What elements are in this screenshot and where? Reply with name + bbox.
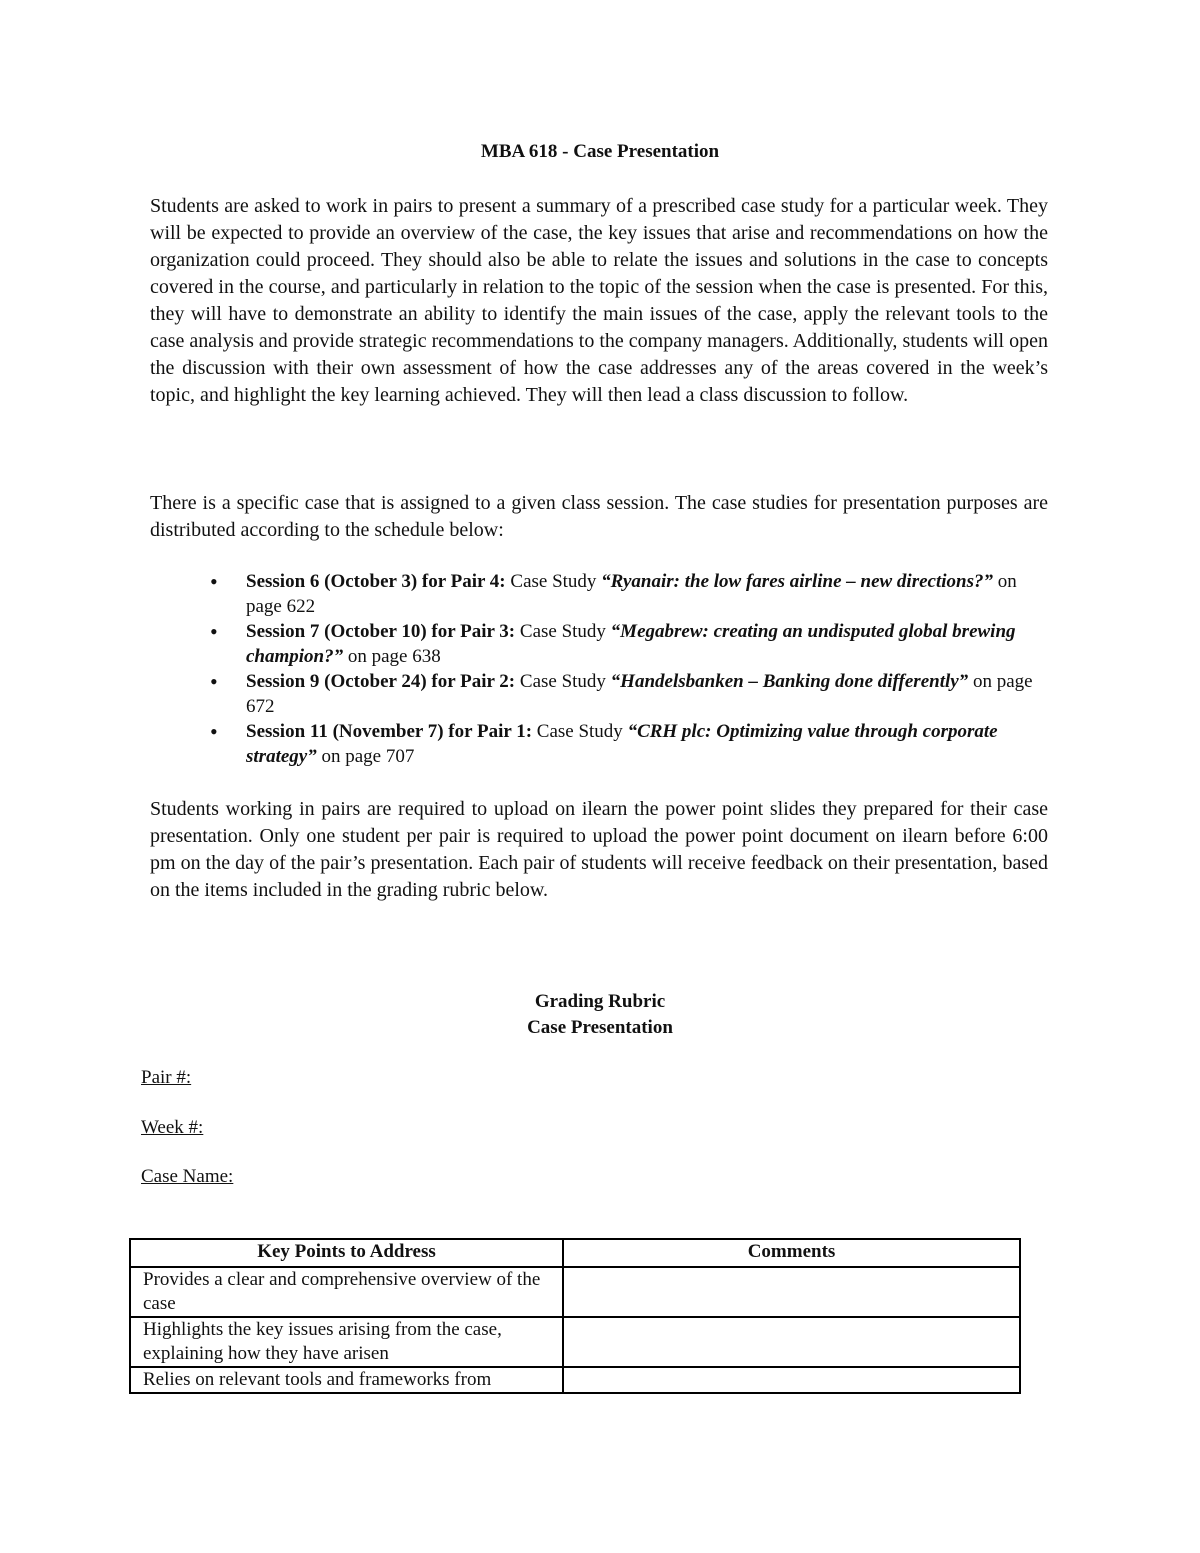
key-point-cell: Highlights the key issues arising from the case, explaining how they have arisen — [130, 1317, 563, 1367]
case-study-title: “CRH plc: Optimizing value through corporate strategy” — [246, 721, 998, 767]
session-label: Session 9 (October 24) for Pair 2: — [246, 671, 516, 692]
key-point-cell: Relies on relevant tools and frameworks from — [130, 1367, 563, 1393]
comment-cell — [563, 1267, 1020, 1317]
table-row — [130, 1317, 1020, 1367]
list-item — [150, 570, 1048, 619]
header-comments: Comments — [563, 1239, 1020, 1267]
schedule-paragraph: There is a specific case that is assigned to a given class session. The case studies for presentation purposes are distributed according to the schedule below: — [150, 492, 1048, 541]
table-row — [130, 1267, 1020, 1317]
session-label: Session 11 (November 7) for Pair 1: — [246, 721, 533, 742]
header-key-points: Key Points to Address — [130, 1239, 563, 1267]
list-item — [150, 720, 1048, 769]
session-label: Session 6 (October 3) for Pair 4: — [246, 571, 506, 592]
comment-cell — [563, 1317, 1020, 1367]
rubric-title: Grading Rubric — [534, 991, 666, 1012]
pair-number-field: Pair #: — [141, 1067, 192, 1088]
case-study-page: on page 622 — [246, 571, 1017, 617]
table-header-row — [130, 1239, 1020, 1267]
session-label: Session 7 (October 10) for Pair 3: — [246, 621, 516, 642]
comment-cell — [563, 1367, 1020, 1393]
case-study-prefix: Case Study — [515, 621, 611, 642]
rubric-subtitle: Case Presentation — [527, 1017, 673, 1038]
case-study-page: on page 638 — [343, 645, 441, 667]
case-name-field: Case Name: — [141, 1166, 234, 1187]
intro-paragraph: Students are asked to work in pairs to present a summary of a prescribed case study for a particular week. They will be expected to provide an overview of the case, the key issues that arise and recommendations on how the organization could proceed. They should also be able to relate the issues and solutions in the case to concepts covered in the course, and particularly in relation to the topic of the session when the case is presented. For this, they will have to demonstrate an ability to identify the main issues of the case, apply the relevant tools to the case analysis and provide strategic recommendations to the company managers. Additionally, students will open the discussion with their own assessment of how the case addresses any of the areas covered in the week’s topic, and highlight the key learning achieved. They will then lead a class discussion to follow. — [150, 195, 1048, 406]
session-list — [150, 570, 1048, 770]
list-item — [150, 670, 1048, 719]
case-study-prefix: Case Study — [505, 571, 602, 592]
rubric-table — [129, 1238, 1021, 1394]
case-study-title: “Handelsbanken – Banking done differently” — [610, 671, 969, 692]
case-study-title: “Ryanair: the low fares airline – new directions?” — [601, 571, 993, 592]
upload-paragraph: Students working in pairs are required to upload on ilearn the power point slides they prepared for their case presentation. Only one student per pair is required to upload the power point document on ilearn before 6:00 pm on the day of the pair’s presentation. Each pair of students will receive feedback on their presentation, based on the items included in the grading rubric below. — [150, 798, 1048, 901]
key-point-cell: Provides a clear and comprehensive overview of the case — [130, 1267, 563, 1317]
list-item — [150, 620, 1048, 669]
case-study-page: on page 707 — [316, 745, 415, 767]
week-number-field: Week #: — [141, 1117, 204, 1138]
case-study-page: on page 672 — [246, 671, 1033, 717]
case-study-prefix: Case Study — [515, 671, 611, 692]
table-row — [130, 1367, 1020, 1393]
document-title: MBA 618 - Case Presentation — [480, 141, 720, 162]
case-study-title: “Megabrew: creating an undisputed global brewing champion?” — [246, 621, 1016, 667]
case-study-prefix: Case Study — [532, 721, 628, 742]
